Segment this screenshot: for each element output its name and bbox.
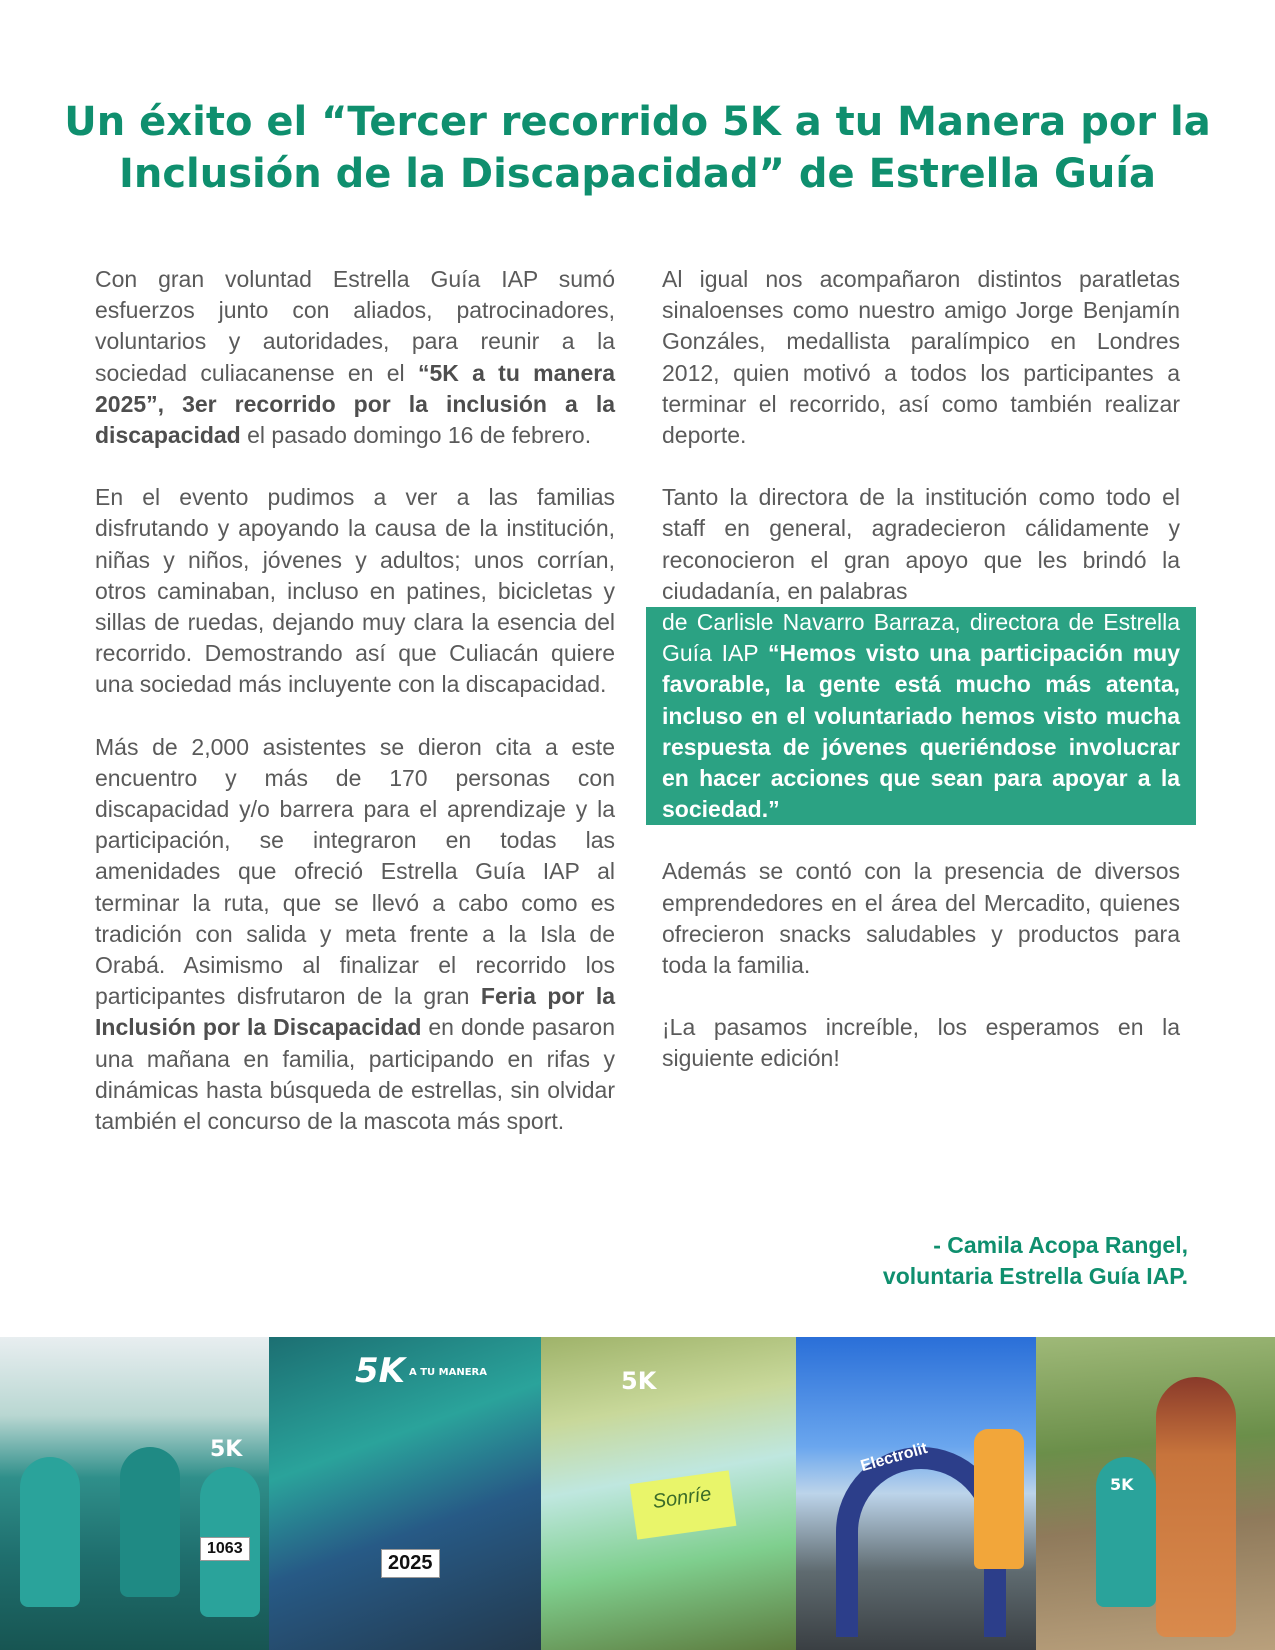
dinosaur-costume [1156,1377,1236,1637]
attendees-bold: Feria por la Inclusión por la Discapacidad [95,983,616,1041]
photo-crowd-cyclists [0,1337,269,1650]
paragraph-attendees [95,732,615,1138]
quote-bold: “Hemos visto una participación muy favorable, la gente está mucho más atenta, incluso en el voluntariado hemos visto mucha respuesta de jóvenes queriéndose involucrar en hacer acciones que sean para apoyar a la sociedad.” [662,640,1180,823]
inflatable-bottle [974,1429,1024,1569]
photo-dinosaur-costume [1036,1337,1275,1650]
sonrie-sign: Sonríe [630,1470,737,1539]
photo-wheelchair-participant [269,1337,541,1650]
paragraph-intro [95,264,615,451]
quote-intro: de Carlisle Navarro Barraza, directora de Estrella Guía IAP [662,609,1180,667]
photo-strip [0,1337,1275,1650]
shirt-logo-sub: A TU MANERA [409,1367,487,1378]
left-column [95,264,615,1168]
paragraph-paratletas: Al igual nos acompañaron distintos paratletas sinaloenses como nuestro amigo Jorge Benjamín Gonzáles, medallista paralímpico en Londres 2012, quien motivó a todos los participantes a terminar el recorrido, así como también realizar deporte. [662,266,1180,449]
director-text: Tanto la directora de la institución como todo el staff en general, agradecieron cálidamente y reconocieron el gran apoyo que les brindó la ciudadanía, en palabras [662,484,1180,604]
runner-figure [20,1457,80,1607]
shirt-logo: 5K [210,1437,243,1462]
runner-figure [120,1447,180,1597]
race-bib: 2025 [381,1549,440,1578]
photo-finish-arch [796,1337,1036,1650]
intro-text-end: el pasado domingo 16 de febrero. [240,422,592,449]
attendees-text-end: en donde pasaron una mañana en familia, participando en rifas y dinámicas hasta búsqueda de estrellas, sin olvidar también el concurso de la mascota más sport. [95,1014,615,1135]
right-column [662,264,1180,1106]
attendees-text: Más de 2,000 asistentes se dieron cita a este encuentro y más de 170 personas con discapacidad y/o barrera para el aprendizaje y la participación, se integraron en todas las amenidades que ofreció Estrella Guía IAP al terminar la ruta, que se llevó a cabo como es tradición con salida y meta frente a la Isla de Orabá. Asimismo al finalizar el recorrido los participantes disfrutaron de la gran [95,733,615,1010]
shirt-logo: 5K [1110,1475,1134,1494]
paragraph-mercadito: Además se contó con la presencia de diversos emprendedores en el área del Mercadito, quienes ofrecieron snacks saludables y productos para toda la familia. [662,858,1180,979]
banner-logo: 5K [621,1367,657,1395]
paragraph-families: En el evento pudimos a ver a las familias disfrutando y apoyando la causa de la institución, niñas y niños, jóvenes y adultos; unos corrían, otros caminaban, incluso en patines, bicicletas y sillas de ruedas, dejando muy clara la esencia del recorrido. Demostrando así que Culiacán quiere una sociedad más incluyente con la discapacidad. [95,484,615,698]
intro-text: Con gran voluntad Estrella Guía IAP sumó esfuerzos junto con aliados, patrocinadores, voluntarios y autoridades, para reunir a la sociedad culiacanense en el [95,266,615,386]
quote-highlight [646,607,1196,825]
signature-role: voluntaria Estrella Guía IAP. [882,1263,1188,1289]
paragraph-director [662,482,1180,607]
intro-bold: “5K a tu manera 2025”, 3er recorrido por la inclusión a la discapacidad [95,359,615,449]
race-bib: 1063 [200,1537,250,1561]
article-title: Un éxito el “Tercer recorrido 5K a tu Manera por la Inclusión de la Discapacidad” de Estrella Guía [64,99,1211,197]
signature-name: - Camila Acopa Rangel, [933,1232,1188,1258]
paragraph-closing: ¡La pasamos increíble, los esperamos en la siguiente edición! [662,1014,1180,1072]
signature [883,1230,1188,1292]
photo-clowns-sign [541,1337,796,1650]
arch-brand: Electrolit [858,1439,930,1476]
shirt-logo: 5K [355,1351,406,1391]
